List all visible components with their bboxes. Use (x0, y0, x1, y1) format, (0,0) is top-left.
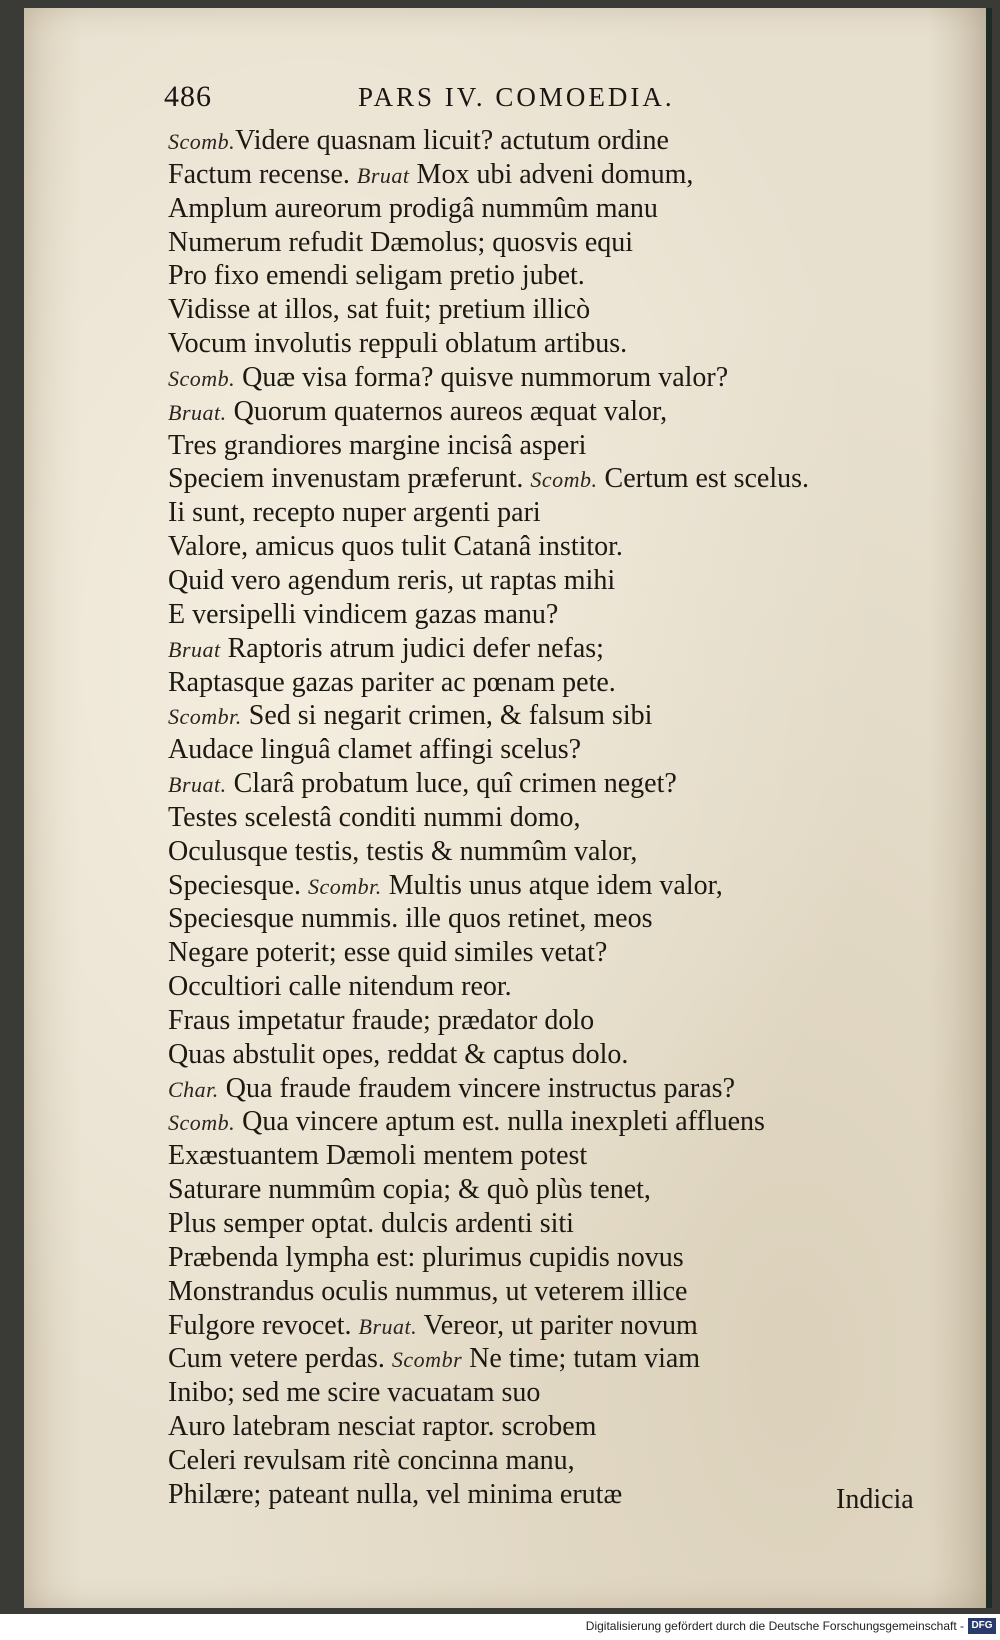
verse-line (168, 1004, 908, 1038)
verse-text: Clarâ probatum luce, quî crimen neget? (226, 768, 677, 800)
page-header (164, 80, 754, 120)
verse-line (168, 835, 908, 869)
verse-line (168, 564, 908, 598)
verse-text: Præbenda lympha est: plurimus cupidis novus (168, 1241, 684, 1273)
verse-text: Qua fraude fraudem vincere instructus paras? (218, 1072, 736, 1104)
verse-line (168, 429, 908, 463)
speaker-name: Bruat. (168, 399, 227, 425)
verse-text: Philære; pateant nulla, vel minima erutæ (168, 1478, 623, 1510)
verse-line (168, 1173, 908, 1207)
verse-text: Vereor, ut pariter novum (417, 1309, 698, 1341)
verse-line (168, 395, 908, 429)
verse-line (168, 1410, 908, 1444)
verse-line (168, 462, 908, 496)
page-number: 486 (164, 80, 212, 113)
verse-line (168, 192, 908, 226)
speaker-name: Scomb. (168, 129, 236, 154)
verse-line (168, 1376, 908, 1410)
speaker-name: Char. (168, 1076, 219, 1102)
speaker-name: Bruat (356, 162, 410, 188)
verse-text: Speciesque. (168, 869, 308, 901)
verse-text: Pro fixo emendi seligam pretio jubet. (168, 260, 585, 292)
funding-credit: Digitalisierung gefördert durch die Deutsche Forschungsgemeinschaft - (585, 1619, 964, 1633)
speaker-name: Scombr (391, 1347, 463, 1373)
speaker-name: Scombr. (307, 873, 382, 899)
verse-line (168, 1444, 908, 1478)
verse-line (168, 259, 908, 293)
verse-line (168, 1478, 908, 1512)
verse-text: Audace linguâ clamet affingi scelus? (168, 734, 582, 766)
verse-line (168, 1139, 908, 1173)
verse-text: Quorum quaternos aureos æquat valor, (226, 395, 668, 427)
verse-text: Celeri revulsam ritè concinna manu, (168, 1444, 575, 1476)
verse-text: Mox ubi adveni domum, (409, 158, 694, 190)
verse-text: Auro latebram nesciat raptor. scrobem (168, 1411, 597, 1443)
verse-text: Amplum aureorum prodigâ nummûm manu (168, 192, 658, 224)
verse-line (168, 1342, 908, 1376)
verse-text: Inibo; sed me scire vacuatam suo (168, 1377, 541, 1409)
catchword: Indicia (836, 1484, 914, 1515)
verse-text: Raptoris atrum judici defer nefas; (220, 632, 604, 664)
verse-text: Multis unus atque idem valor, (381, 869, 723, 901)
verse-text: Videre quasnam licuit? actutum ordine (235, 125, 669, 156)
verse-line (168, 598, 908, 632)
verse-line (168, 1038, 908, 1072)
speaker-name: Scombr. (168, 704, 242, 730)
speaker-name: Scomb. (168, 365, 236, 391)
verse-text: Factum recense. (168, 158, 357, 190)
verse-text: Speciesque nummis. ille quos retinet, meos (168, 903, 653, 935)
speaker-name: Scomb. (168, 1110, 236, 1136)
speaker-name: Scomb. (530, 467, 598, 493)
verse-line (168, 1207, 908, 1241)
verse-text: Quid vero agendum reris, ut raptas mihi (168, 564, 616, 596)
verse-text: Ii sunt, recepto nuper argenti pari (168, 497, 541, 529)
verse-text: Quas abstulit opes, reddat & captus dolo. (168, 1038, 629, 1070)
verse-line (168, 632, 908, 666)
verse-text: Quæ visa forma? quisve nummorum valor? (235, 361, 729, 393)
verse-text: Qua vincere aptum est. nulla inexpleti affluens (235, 1106, 765, 1138)
verse-line (168, 733, 908, 767)
verse-line (168, 970, 908, 1004)
verse-line (168, 158, 908, 192)
verse-text-block (168, 124, 908, 1512)
speaker-name: Bruat (168, 636, 221, 662)
verse-line (168, 767, 908, 801)
verse-text: Monstrandus oculis nummus, ut veterem illice (168, 1275, 688, 1307)
book-spine-edge (986, 8, 992, 1608)
verse-text: Valore, amicus quos tulit Catanâ institor. (168, 531, 623, 563)
verse-text: Plus semper optat. dulcis ardenti siti (168, 1208, 574, 1239)
verse-line (168, 1105, 908, 1139)
running-title: PARS IV. COMOEDIA. (358, 82, 675, 112)
verse-text: Numerum refudit Dæmolus; quosvis equi (168, 226, 634, 258)
verse-line (168, 1275, 908, 1309)
verse-text: Raptasque gazas pariter ac pœnam pete. (168, 666, 616, 698)
speaker-name: Bruat. (168, 772, 227, 798)
verse-line (168, 902, 908, 936)
verse-text: Fulgore revocet. (168, 1309, 359, 1341)
verse-line (168, 869, 908, 903)
footer-bar (0, 1614, 1000, 1640)
verse-line (168, 496, 908, 530)
verse-line (168, 327, 908, 361)
verse-line (168, 124, 908, 158)
verse-text: Ne time; tutam viam (462, 1343, 701, 1375)
verse-text: Cum vetere perdas. (168, 1343, 392, 1375)
verse-text: Exæstuantem Dæmoli mentem potest (168, 1140, 588, 1172)
verse-line (168, 361, 908, 395)
verse-line (168, 1072, 908, 1106)
verse-text: Vocum involutis reppuli oblatum artibus. (168, 328, 628, 360)
verse-line (168, 1309, 908, 1343)
dfg-logo: DFG (968, 1618, 996, 1634)
verse-text: E versipelli vindicem gazas manu? (168, 598, 559, 630)
verse-line (168, 1241, 908, 1275)
verse-text: Tres grandiores margine incisâ asperi (168, 429, 587, 461)
speaker-name: Bruat. (358, 1313, 418, 1339)
verse-text: Testes scelestâ conditi nummi domo, (168, 801, 581, 833)
verse-text: Negare poterit; esse quid similes vetat? (168, 937, 608, 969)
verse-text: Oculusque testis, testis & nummûm valor, (168, 835, 638, 867)
verse-text: Speciem invenustam præferunt. (168, 463, 531, 495)
verse-line (168, 226, 908, 260)
verse-line (168, 666, 908, 700)
verse-line (168, 293, 908, 327)
verse-line (168, 530, 908, 564)
verse-text: Occultiori calle nitendum reor. (168, 971, 512, 1003)
verse-line (168, 801, 908, 835)
verse-text: Saturare nummûm copia; & quò plùs tenet, (168, 1174, 651, 1206)
verse-line (168, 699, 908, 733)
verse-text: Sed si negarit crimen, & falsum sibi (241, 700, 653, 732)
verse-text: Certum est scelus. (597, 463, 810, 495)
verse-text: Vidisse at illos, sat fuit; pretium illicò (168, 294, 591, 326)
verse-text: Fraus impetatur fraude; prædator dolo (168, 1004, 595, 1036)
verse-line (168, 936, 908, 970)
